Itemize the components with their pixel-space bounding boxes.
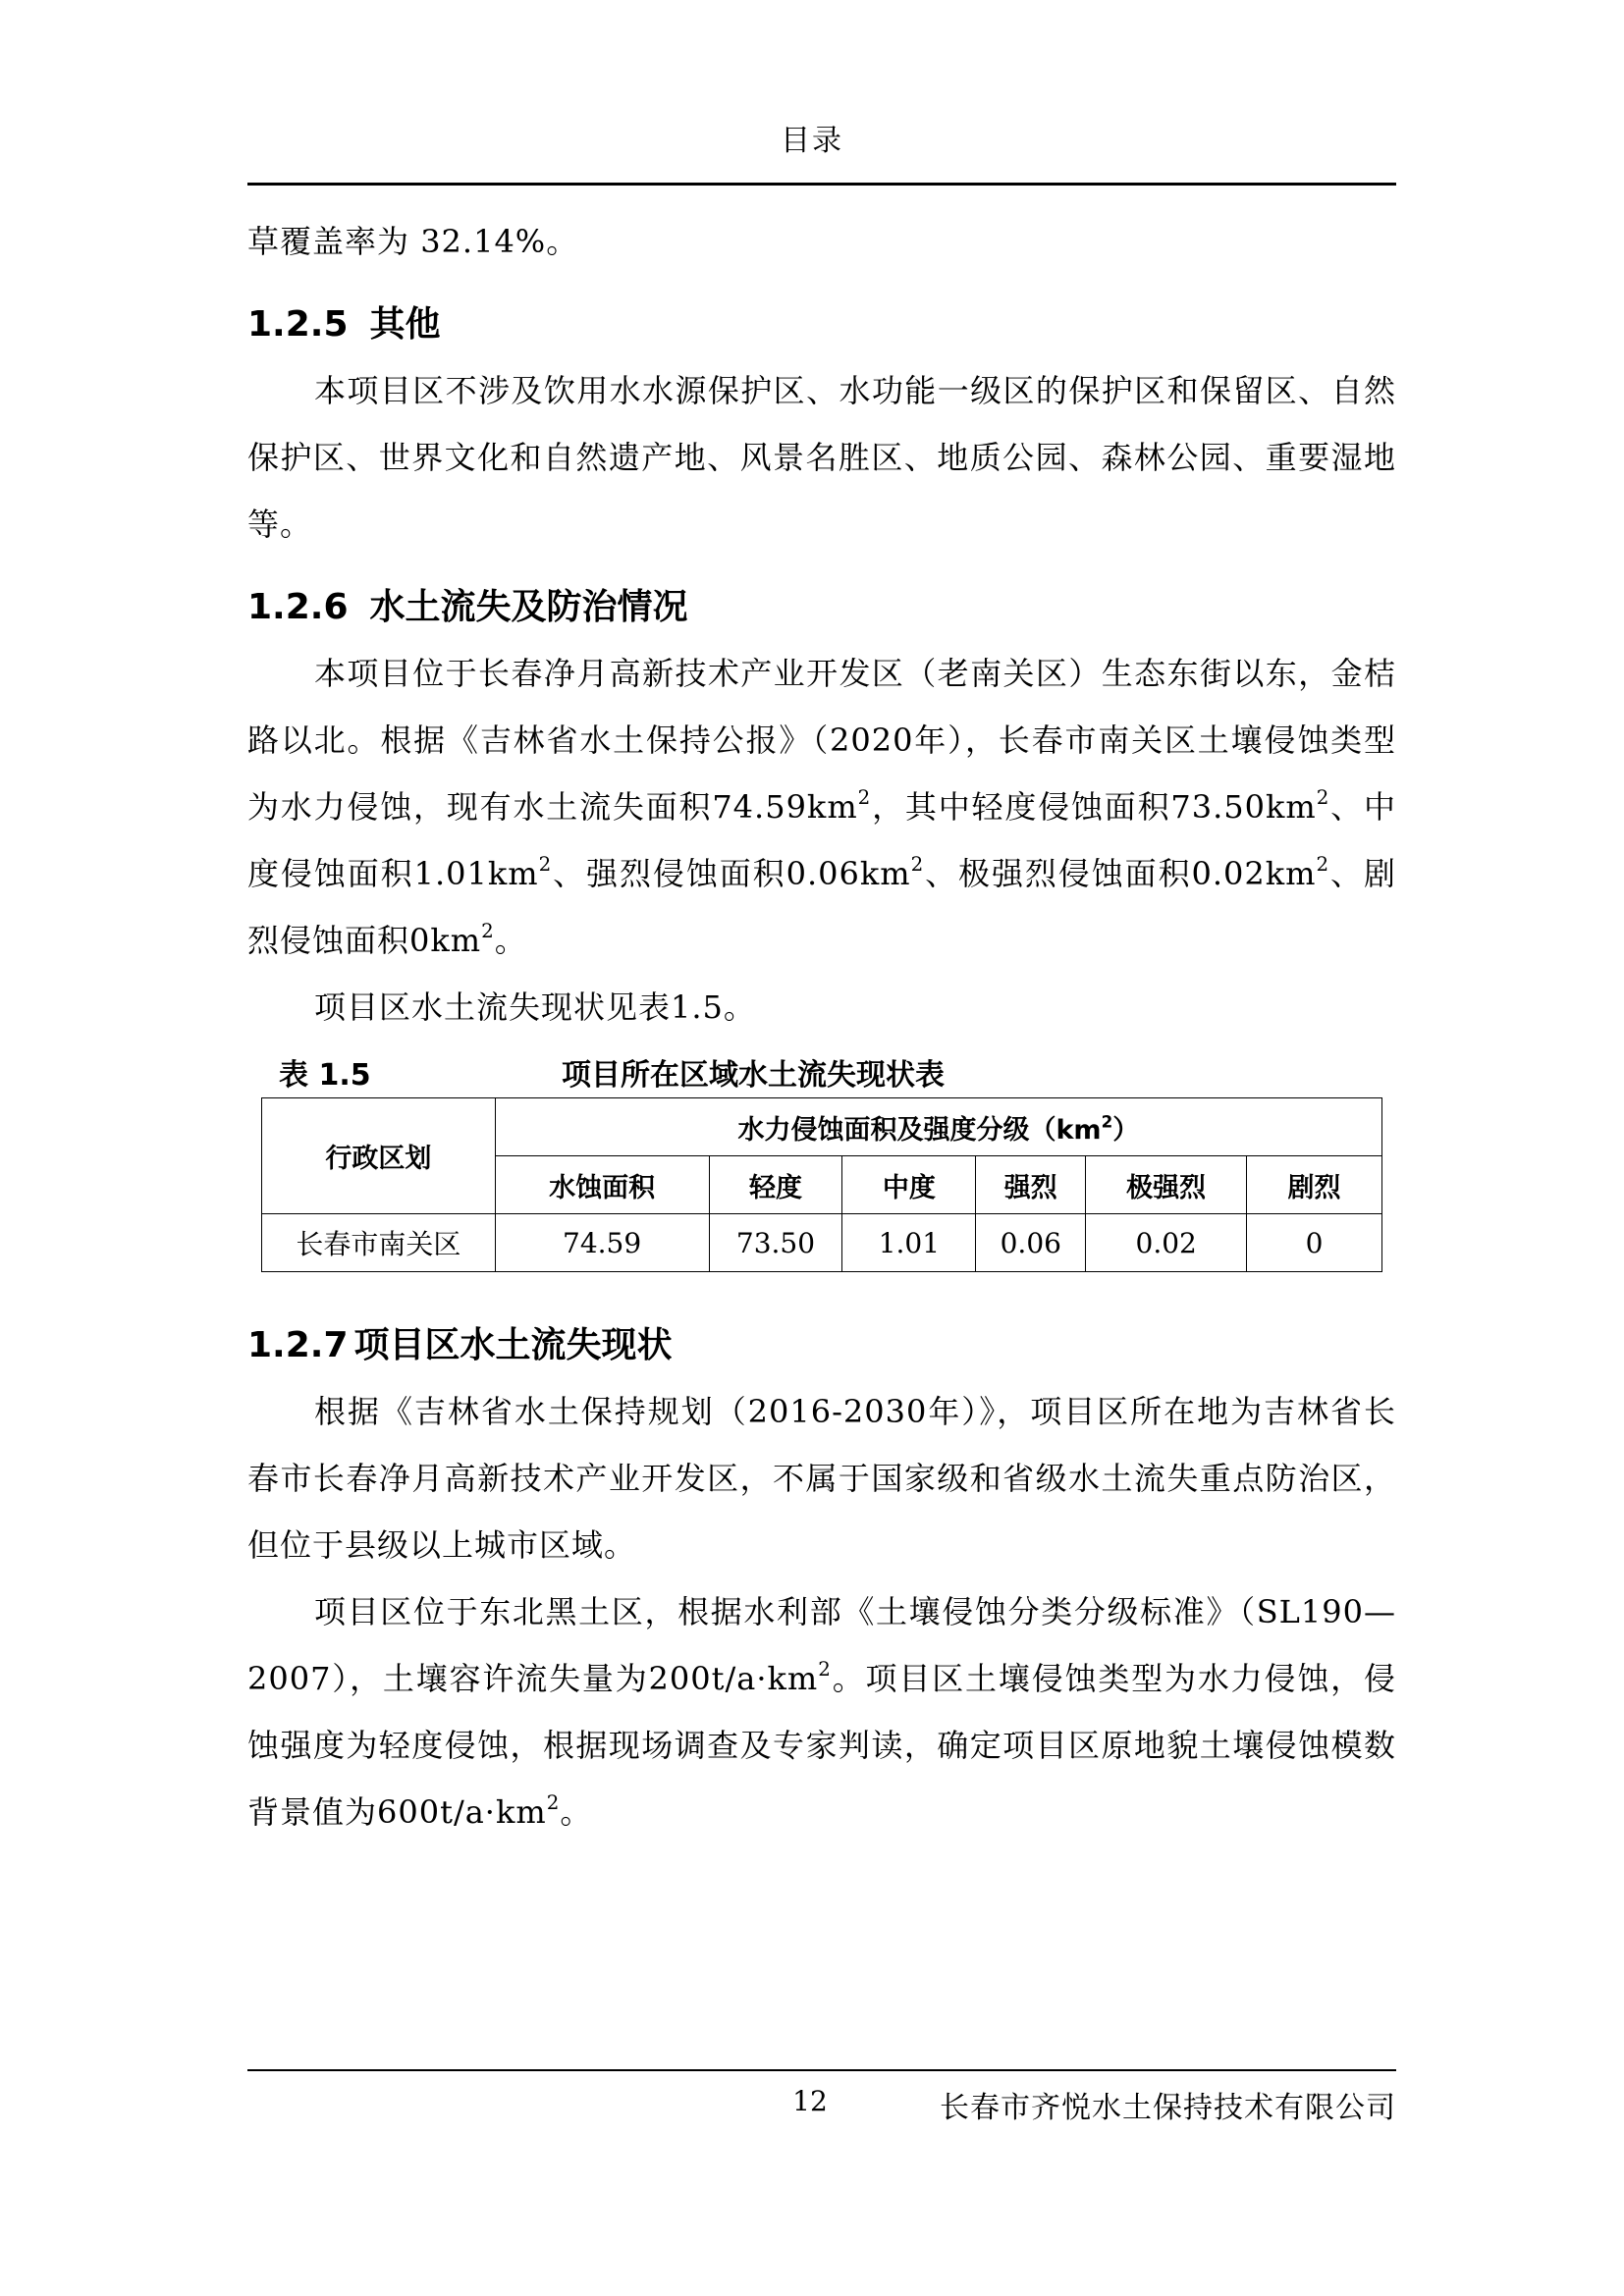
- table-title: 项目所在区域水土流失现状表: [562, 1058, 945, 1093]
- page-content: [247, 208, 1396, 1845]
- section-1-2-5-heading: [247, 302, 1396, 347]
- text-run: 。: [494, 922, 527, 959]
- intro-text: 草覆盖率为: [247, 223, 410, 260]
- section-number: 1.2.7: [247, 1325, 349, 1365]
- section-title: 水土流失及防治情况: [369, 587, 688, 627]
- column-header: 水蚀面积: [495, 1156, 709, 1214]
- text-run: 、极强烈侵蚀面积0.02km: [924, 855, 1317, 892]
- footer-rule: [247, 2069, 1396, 2071]
- company-name: 长春市齐悦水土保持技术有限公司: [940, 2091, 1396, 2125]
- table-caption: [247, 1054, 1396, 1097]
- table-number: 表 1.5: [279, 1058, 371, 1093]
- section-1-2-7-paragraph-1: 根据《吉林省水土保持规划（2016-2030年）》，项目区所在地为吉林省长春市长春净月高新技术产业开发区，不属于国家级和省级水土流失重点防治区，但位于县级以上城市区域。: [247, 1393, 1396, 1564]
- text-run: 项目区位于东北黑土区，根据水利部《土壤侵蚀分类分级标准》（SL190—2007），土壤容许流失量为200t/a·km: [247, 1593, 1396, 1697]
- text-run: 。: [560, 1793, 593, 1831]
- table-cell: 0: [1247, 1214, 1382, 1272]
- soil-erosion-table: [261, 1097, 1382, 1272]
- text-run: 、剧烈侵蚀面积0km: [247, 855, 1396, 959]
- section-1-2-6-paragraph-1: [247, 640, 1396, 974]
- column-header: 中度: [842, 1156, 976, 1214]
- column-header: 强烈: [976, 1156, 1086, 1214]
- section-1-2-6-heading: [247, 585, 1396, 630]
- intro-period: 。: [546, 223, 579, 260]
- erosion-group-header: [495, 1098, 1381, 1156]
- grass-coverage-value: 32.14%: [420, 223, 547, 260]
- superscript: 2: [1316, 853, 1330, 877]
- column-header: 剧烈: [1247, 1156, 1382, 1214]
- group-header-text: 水力侵蚀面积及强度分级（km: [737, 1114, 1102, 1146]
- column-header: 轻度: [709, 1156, 842, 1214]
- text-run: 本项目位于长春净月高新技术产业开发区（老南关区）生态东街以东，金桔路以北。根据《吉林省水土保持公报》（2020年），长春市南关区土壤侵蚀类型为水力侵蚀，现有水土流失面积74.59km: [247, 655, 1396, 826]
- page-number: 12: [792, 2085, 828, 2117]
- section-1-2-7-heading: [247, 1323, 1396, 1368]
- running-header-title: 目录: [781, 124, 843, 158]
- superscript: 2: [1316, 786, 1330, 810]
- section-title: 项目区水土流失现状: [353, 1325, 673, 1365]
- column-header: 极强烈: [1086, 1156, 1247, 1214]
- superscript: 2: [481, 920, 495, 943]
- section-1-2-7-paragraph-2: [247, 1578, 1396, 1845]
- group-header-close: ）: [1112, 1114, 1140, 1146]
- section-title: 其他: [369, 304, 441, 345]
- intro-paragraph: [247, 208, 1396, 275]
- superscript: 2: [857, 786, 872, 810]
- header-rule: [247, 183, 1396, 186]
- table-cell: 74.59: [495, 1214, 709, 1272]
- region-cell: 长春市南关区: [262, 1214, 496, 1272]
- section-1-2-6-paragraph-2: 项目区水土流失现状见表1.5。: [314, 988, 756, 1026]
- superscript: 2: [1101, 1110, 1113, 1131]
- superscript: 2: [910, 853, 925, 877]
- text-run: 。项目区土壤侵蚀类型为水力侵蚀，侵蚀强度为轻度侵蚀，根据现场调查及专家判读，确定项目区原地貌土壤侵蚀模数背景值为600t/a·km: [247, 1660, 1396, 1831]
- table-row: [262, 1214, 1382, 1272]
- table-cell: 73.50: [709, 1214, 842, 1272]
- table-cell: 0.02: [1086, 1214, 1247, 1272]
- superscript: 2: [538, 853, 553, 877]
- text-run: 、强烈侵蚀面积0.06km: [552, 855, 911, 892]
- section-number: 1.2.6: [247, 587, 349, 627]
- superscript: 2: [546, 1791, 561, 1815]
- table-cell: 1.01: [842, 1214, 976, 1272]
- text-run: ，其中轻度侵蚀面积73.50km: [871, 788, 1317, 826]
- section-number: 1.2.5: [247, 304, 349, 345]
- superscript: 2: [818, 1658, 832, 1682]
- text-run: 、中度侵蚀面积1.01km: [247, 788, 1396, 892]
- section-1-2-5-paragraph: 本项目区不涉及饮用水水源保护区、水功能一级区的保护区和保留区、自然保护区、世界文化和自然遗产地、风景名胜区、地质公园、森林公园、重要湿地等。: [247, 372, 1396, 543]
- table-cell: 0.06: [976, 1214, 1086, 1272]
- region-header: 行政区划: [262, 1098, 496, 1214]
